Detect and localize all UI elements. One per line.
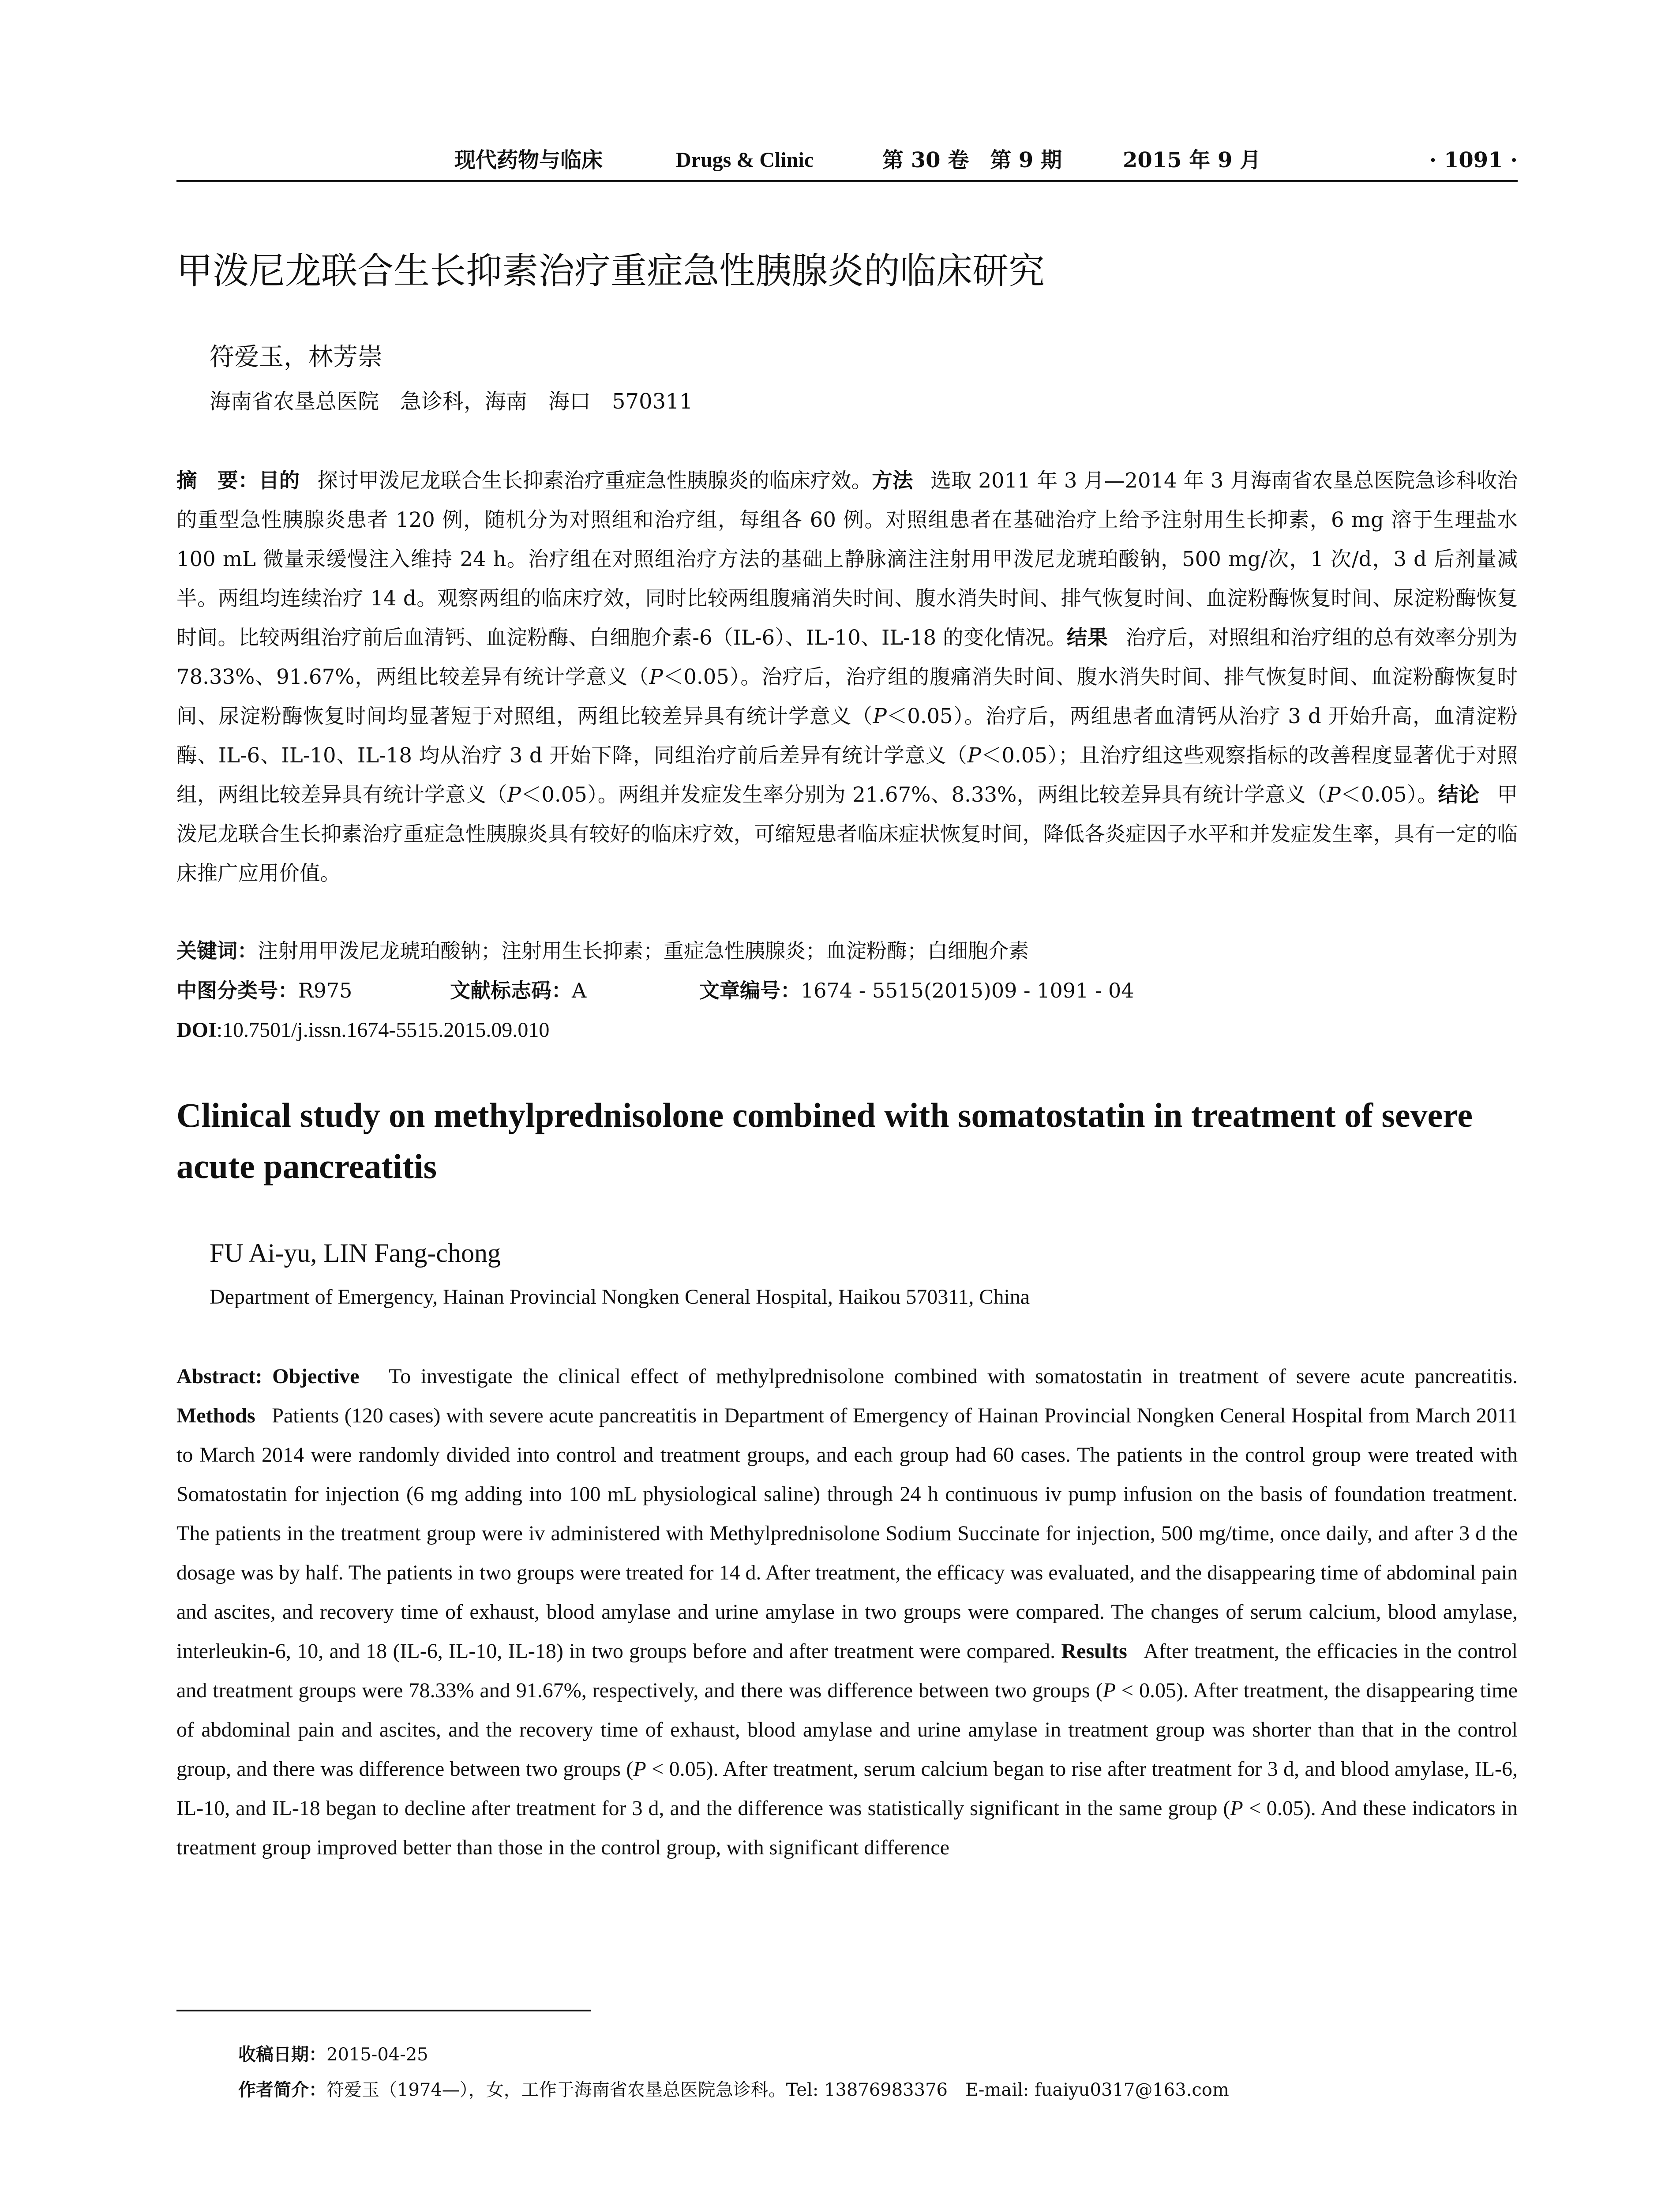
keywords-cn	[176, 933, 1518, 968]
document-code	[450, 973, 586, 1008]
objective-text-cn: 探讨甲泼尼龙联合生长抑素治疗重症急性胰腺炎的临床疗效。	[317, 469, 872, 492]
volume-issue: 第 30 卷 第 9 期	[882, 148, 1062, 173]
results-text-en: < 0.05). After treatment, serum calcium began to rise after treatment for 3 d, and blood amylase, IL-6, IL-10, and IL-18 began to decline after treatment for 3 d, and the difference was statistically significant in the same group (	[176, 1757, 1518, 1820]
doi-line	[176, 1013, 1518, 1048]
results-text-cn: ＜0.05）。治疗后，治疗组的腹痛消失时间、腹水消失时间、排气恢复时间、血淀粉酶恢复时间、尿淀粉酶恢复时间均显著短于对照组，两组比较差异具有统计学意义（	[176, 665, 1518, 728]
results-text-cn: ＜0.05）；且治疗组这些观察指标的改善程度显著优于对照组，两组比较差异具有统计学意义（	[176, 743, 1518, 807]
clc-label: 中图分类号：	[176, 979, 298, 1002]
p-value-symbol: P	[633, 1757, 646, 1781]
clc-value: R975	[298, 979, 352, 1002]
p-value-symbol: P	[649, 665, 663, 689]
results-text-cn: ＜0.05）。	[1340, 783, 1438, 807]
author-bio-label: 作者简介：	[238, 2080, 326, 2100]
conclusion-text-cn: 甲泼尼龙联合生长抑素治疗重症急性胰腺炎具有较好的临床疗效，可缩短患者临床症状恢复时间，降低各炎症因子水平和并发症发生率，具有一定的临床推广应用价值。	[176, 783, 1518, 885]
p-value-symbol: P	[1327, 783, 1341, 807]
article-number-label: 文章编号：	[699, 979, 801, 1002]
doi-value: :10.7501/j.issn.1674-5515.2015.09.010	[216, 1018, 550, 1042]
methods-label-cn: 方法	[872, 469, 913, 492]
p-value-symbol: P	[1102, 1679, 1116, 1702]
clc-number	[176, 973, 352, 1008]
abstract-en	[176, 1357, 1518, 1867]
received-date	[238, 2041, 428, 2069]
results-text-cn: 治疗后，对照组和治疗组的总有效率分别为 78.33%、91.67%，两组比较差异有统计学意义（	[176, 626, 1518, 689]
received-label: 收稿日期：	[238, 2045, 326, 2065]
affiliation-en: Department of Emergency, Hainan Provincial Nongken Ceneral Hospital, Haikou 570311, China	[210, 1285, 1030, 1309]
abstract-label-en: Abstract: Objective	[176, 1365, 360, 1388]
document-code-value: A	[572, 979, 587, 1002]
objective-label-cn: 目的	[259, 469, 300, 492]
results-text-en: < 0.05). And these indicators in treatment group improved better than those in the control group, with significant difference	[176, 1797, 1518, 1859]
keywords-text: 注射用甲泼尼龙琥珀酸钠；注射用生长抑素；重症急性胰腺炎；血淀粉酶；白细胞介素	[258, 939, 1029, 963]
keywords-label: 关键词：	[176, 939, 258, 963]
conclusion-label-cn: 结论	[1438, 783, 1480, 807]
footnote-divider	[176, 2010, 591, 2011]
author-bio	[238, 2076, 1229, 2104]
results-label-en: Results	[1061, 1639, 1127, 1663]
journal-name-cn: 现代药物与临床	[454, 148, 603, 173]
abstract-label-cn: 摘 要：	[176, 469, 259, 492]
running-header	[176, 140, 1518, 182]
received-value: 2015-04-25	[326, 2045, 428, 2065]
abstract-cn	[176, 461, 1518, 893]
methods-label-en: Methods	[176, 1404, 255, 1427]
objective-text-en: To investigate the clinical effect of methylprednisolone combined with somatostatin in treatment of severe acute pancreatitis.	[389, 1365, 1518, 1388]
p-value-symbol: P	[507, 783, 521, 807]
doi-label: DOI	[176, 1018, 217, 1042]
article-number-value: 1674 - 5515(2015)09 - 1091 - 04	[801, 979, 1134, 1002]
results-text-cn: ＜0.05）。治疗后，两组患者血清钙从治疗 3 d 开始升高，血清淀粉酶、IL-6、IL-10、IL-18 均从治疗 3 d 开始下降，同组治疗前后差异有统计学意义（	[176, 704, 1518, 767]
methods-text-cn: 选取 2011 年 3 月—2014 年 3 月海南省农垦总医院急诊科收治的重型急性胰腺炎患者 120 例，随机分为对照组和治疗组，每组各 60 例。对照组患者在基础治疗上给予注射用生长抑素，6 mg 溶于生理盐水 100 mL 微量汞缓慢注入维持 24 h。治疗组在对照组治疗方法的基础上静脉滴注注射用甲泼尼龙琥珀酸钠，500 mg/次，1 次/d，3 d 后剂量减半。两组均连续治疗 14 d。观察两组的临床疗效，同时比较两组腹痛消失时间、腹水消失时间、排气恢复时间、血淀粉酶恢复时间、尿淀粉酶恢复时间。比较两组治疗前后血清钙、血淀粉酶、白细胞介素-6（IL-6）、IL-10、IL-18 的变化情况。	[176, 469, 1518, 649]
author-bio-text: 符爱玉（1974—），女，工作于海南省农垦总医院急诊科。Tel: 13876983376 E-mail: fuaiyu0317@163.com	[326, 2080, 1229, 2100]
journal-name-en: Drugs & Clinic	[676, 148, 814, 172]
p-value-symbol: P	[967, 743, 981, 767]
page-number: · 1091 ·	[1429, 148, 1518, 173]
document-code-label: 文献标志码：	[450, 979, 572, 1002]
p-value-symbol: P	[1230, 1797, 1243, 1820]
p-value-symbol: P	[873, 704, 887, 728]
issue-date: 2015 年 9 月	[1123, 148, 1261, 173]
authors-en: FU Ai-yu, LIN Fang-chong	[210, 1238, 501, 1268]
methods-text-en: Patients (120 cases) with severe acute pancreatitis in Department of Emergency of Hainan Provincial Nongken Ceneral Hospital from March 2011 to March 2014 were randomly divided into control and treatment groups, and each group had 60 cases. The patients in the control group were treated with Somatostatin for injection (6 mg adding into 100 mL physiological saline) through 24 h continuous iv pump infusion on the basis of foundation treatment. The patients in the treatment group were iv administered with Methylprednisolone Sodium Succinate for injection, 500 mg/time, once daily, and after 3 d the dosage was by half. The patients in two groups were treated for 14 d. After treatment, the efficacy was evaluated, and the disappearing time of abdominal pain and ascites, and recovery time of exhaust, blood amylase and urine amylase in two groups were compared. The changes of serum calcium, blood amylase, interleukin-6, 10, and 18 (IL-6, IL-10, IL-18) in two groups before and after treatment were compared.	[176, 1404, 1518, 1663]
authors-cn: 符爱玉，林芳崇	[210, 343, 382, 371]
article-title-cn: 甲泼尼龙联合生长抑素治疗重症急性胰腺炎的临床研究	[176, 250, 1045, 292]
article-number	[699, 973, 1134, 1008]
results-text-en: After treatment, the efficacies in the control and treatment groups were 78.33% and 91.67%, respectively, and there was difference between two groups (	[176, 1639, 1518, 1702]
article-title-en: Clinical study on methylprednisolone combined with somatostatin in treatment of severe acute pancreatitis	[176, 1096, 1473, 1186]
affiliation-cn: 海南省农垦总医院 急诊科，海南 海口 570311	[210, 389, 693, 414]
results-text-en: < 0.05). After treatment, the disappearing time of abdominal pain and ascites, and the recovery time of exhaust, blood amylase and urine amylase in treatment group was shorter than that in the control group, and there was difference between two groups (	[176, 1679, 1518, 1781]
results-label-cn: 结果	[1066, 626, 1108, 649]
results-text-cn: ＜0.05）。两组并发症发生率分别为 21.67%、8.33%，两组比较差异具有统计学意义（	[521, 783, 1327, 807]
